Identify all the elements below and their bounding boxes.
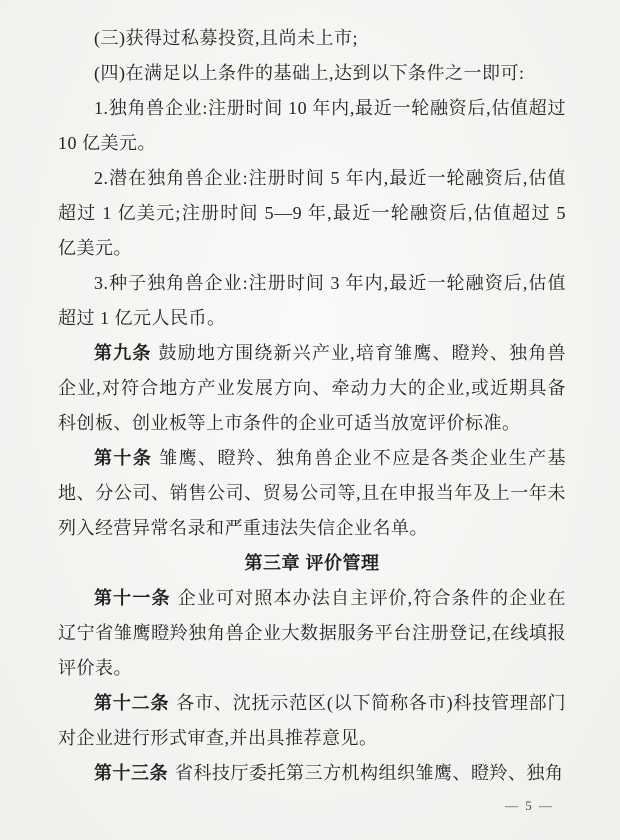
paragraph: 第十条 雏鹰、瞪羚、独角兽企业不应是各类企业生产基地、分公司、销售公司、贸易公司等,且在申报当年及上一年未列入经营异常名录和严重违法失信企业名单。	[58, 448, 567, 538]
paragraph: 1.独角兽企业:注册时间 10 年内,最近一轮融资后,估值超过 10 亿美元。	[58, 98, 566, 153]
article-number: 第九条	[94, 343, 152, 363]
page-number: — 5 —	[505, 798, 554, 813]
article-number: 第十二条	[94, 693, 170, 713]
document-body	[58, 21, 566, 791]
paragraph: 第九条 鼓励地方围绕新兴产业,培育雏鹰、瞪羚、独角兽企业,对符合地方产业发展方向、牵动力大的企业,或近期具备科创板、创业板等上市条件的企业可适当放宽评价标准。	[58, 343, 566, 433]
paragraph: (三)获得过私募投资,且尚未上市;	[94, 28, 358, 48]
paragraph: 2.潜在独角兽企业:注册时间 5 年内,最近一轮融资后,估值超过 1 亿美元;注册时间 5—9 年,最近一轮融资后,估值超过 5 亿美元。	[58, 168, 566, 258]
paragraph: 第十一条 企业可对照本办法自主评价,符合条件的企业在辽宁省雏鹰瞪羚独角兽企业大数据服务平台注册登记,在线填报评价表。	[58, 588, 567, 678]
paragraph: 第十三条 省科技厅委托第三方机构组织雏鹰、瞪羚、独角	[94, 763, 564, 783]
paragraph: (四)在满足以上条件的基础上,达到以下条件之一即可:	[94, 63, 525, 83]
article-number: 第十一条	[94, 588, 171, 608]
article-number: 第十三条	[94, 763, 168, 783]
chapter-heading: 第三章 评价管理	[244, 553, 380, 573]
paragraph: 第十二条 各市、沈抚示范区(以下简称各市)科技管理部门对企业进行形式审查,并出具推荐意见。	[58, 693, 566, 748]
article-number: 第十条	[94, 448, 153, 468]
paragraph: 3.种子独角兽企业:注册时间 3 年内,最近一轮融资后,估值超过 1 亿元人民币。	[58, 273, 566, 328]
